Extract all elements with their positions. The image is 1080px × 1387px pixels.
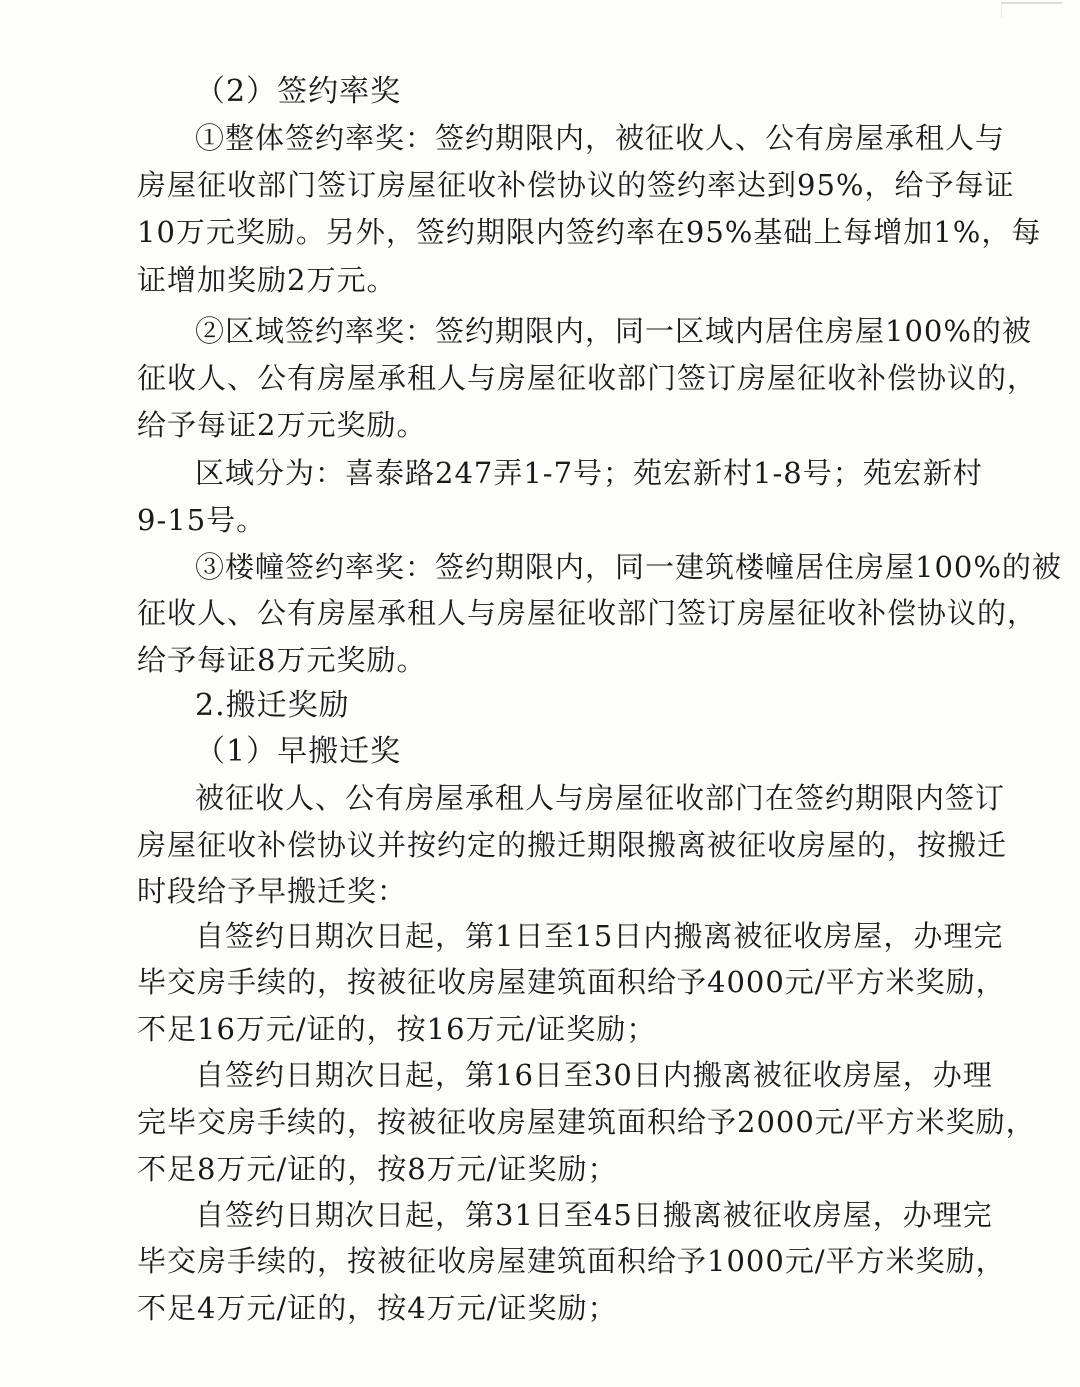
paragraph-line: 时段给予早搬迁奖： (137, 874, 408, 908)
text-line: 房屋征收补偿协议并按约定的搬迁期限搬离被征收房屋的，按搬迁 (137, 828, 1008, 862)
text-line: ③楼幢签约率奖：签约期限内，同一建筑楼幢居住房屋100%的被 (195, 550, 1062, 584)
text-line: 毕交房手续的，按被征收房屋建筑面积给予4000元/平方米奖励， (137, 965, 1006, 999)
paragraph-line (137, 167, 1015, 207)
paragraph-line (195, 780, 1006, 820)
paragraph-line (195, 918, 1004, 958)
section-heading-relocation-reward: 2.搬迁奖励 (195, 688, 350, 723)
text-line: 房屋征收部门签订房屋征收补偿协议的签约率达到95%，给予每证 (137, 168, 1015, 202)
paragraph-line (195, 120, 1006, 160)
paragraph-line (195, 313, 1032, 353)
paragraph-line: 不足4万元/证的，按4万元/证奖励； (137, 1291, 618, 1325)
text-line: 自签约日期次日起，第16日至30日内搬离被征收房屋，办理 (195, 1058, 993, 1092)
scan-edge-mark (1001, 2, 1062, 18)
section-heading-signing-rate: （2）签约率奖 (195, 74, 402, 109)
text-line: 区域分为：喜泰路247弄1-7号；苑宏新村1-8号；苑宏新村 (195, 456, 983, 490)
paragraph-line: 9-15号。 (137, 503, 267, 537)
text-line: 毕交房手续的，按被征收房屋建筑面积给予1000元/平方米奖励， (137, 1244, 1006, 1278)
paragraph-line (195, 455, 983, 495)
text-line: 完毕交房手续的，按被征收房屋建筑面积给予2000元/平方米奖励， (137, 1105, 1036, 1139)
paragraph-line (137, 360, 1038, 400)
text-line: 征收人、公有房屋承租人与房屋征收部门签订房屋征收补偿协议的， (137, 596, 1038, 630)
text-line: ①整体签约率奖：签约期限内，被征收人、公有房屋承租人与 (195, 121, 1006, 155)
paragraph-line: 不足16万元/证的，按16万元/证奖励； (137, 1012, 657, 1046)
paragraph-line: 不足8万元/证的，按8万元/证奖励； (137, 1152, 618, 1186)
text-line: ②区域签约率奖：签约期限内，同一区域内居住房屋100%的被 (195, 314, 1032, 348)
paragraph-line (195, 549, 1062, 589)
paragraph-line (137, 964, 1006, 1004)
paragraph-line (137, 1243, 1006, 1283)
paragraph-line: 证增加奖励2万元。 (137, 263, 397, 297)
text-line: 10万元奖励。另外，签约期限内签约率在95%基础上每增加1%，每 (137, 215, 1042, 249)
text-line: 自签约日期次日起，第1日至15日内搬离被征收房屋，办理完 (195, 919, 1004, 953)
paragraph-line (195, 1197, 993, 1237)
paragraph-line (137, 827, 1008, 867)
text-line: 自签约日期次日起，第31日至45日搬离被征收房屋，办理完 (195, 1198, 993, 1232)
paragraph-line (137, 214, 1042, 254)
paragraph-line: 给予每证8万元奖励。 (137, 643, 427, 677)
paragraph-line (137, 595, 1038, 635)
paragraph-line: 给予每证2万元奖励。 (137, 408, 427, 442)
subsection-heading-early-relocation: （1）早搬迁奖 (195, 734, 402, 769)
text-line: 被征收人、公有房屋承租人与房屋征收部门在签约期限内签订 (195, 781, 1006, 815)
text-line: 征收人、公有房屋承租人与房屋征收部门签订房屋征收补偿协议的， (137, 361, 1038, 395)
paragraph-line (137, 1104, 1036, 1144)
paragraph-line (195, 1057, 993, 1097)
